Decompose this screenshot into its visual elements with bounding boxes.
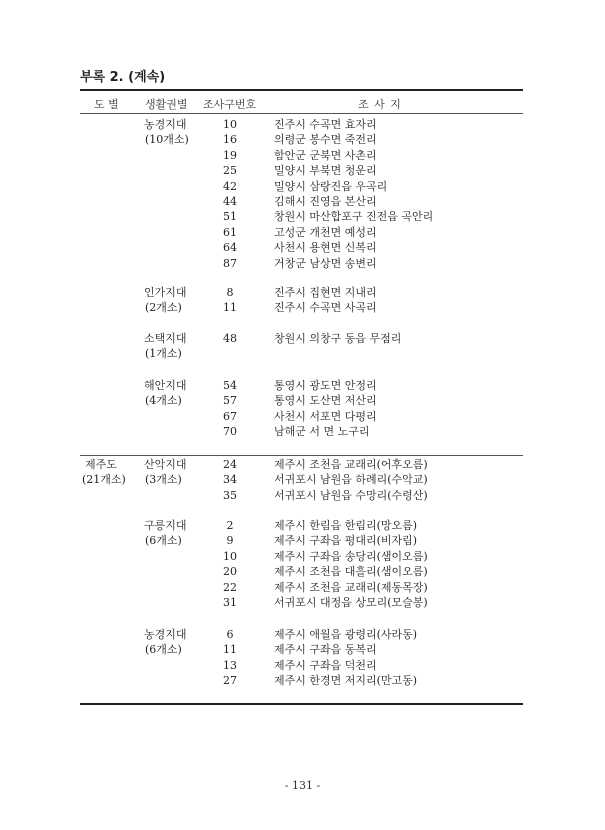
survey-number: 8 xyxy=(226,286,234,299)
survey-site: 함안군 군북면 사촌리 xyxy=(274,148,377,162)
survey-number: 35 xyxy=(223,488,237,502)
header-zone: 생활권별 xyxy=(145,98,188,111)
survey-site: 제주시 조천읍 대흘리(샘이오름) xyxy=(274,565,428,579)
survey-site: 제주시 조천읍 교래리(제동목장) xyxy=(274,580,428,594)
survey-number: 48 xyxy=(223,332,237,345)
survey-number: 70 xyxy=(223,425,237,439)
zone-label: 산악지대 xyxy=(144,458,187,471)
survey-number: 19 xyxy=(223,148,237,162)
survey-number: 22 xyxy=(223,580,237,594)
zone-count: (2개소) xyxy=(145,301,182,315)
table-bottom-rule xyxy=(80,703,523,705)
survey-site: 제주시 조천읍 교래리(어후오름) xyxy=(274,458,428,471)
survey-site: 거창군 남상면 송변리 xyxy=(274,256,377,270)
survey-number: 20 xyxy=(223,565,237,579)
header-bottom-rule xyxy=(80,113,523,114)
zone-count: (6개소) xyxy=(145,643,182,657)
zone-count: (3개소) xyxy=(145,473,182,487)
survey-site: 밀양시 삼랑진읍 우곡리 xyxy=(274,179,388,193)
page-number: - 131 - xyxy=(284,779,321,792)
zone-label: 인가지대 xyxy=(144,286,187,299)
survey-number: 67 xyxy=(223,409,237,423)
survey-number: 11 xyxy=(223,301,237,315)
survey-site: 남해군 서 면 노구리 xyxy=(274,425,370,439)
survey-number: 57 xyxy=(223,394,237,408)
zone-count: (4개소) xyxy=(145,394,182,408)
survey-number: 31 xyxy=(223,596,237,609)
survey-site: 제주시 구좌읍 송당리(샘이오름) xyxy=(274,549,428,563)
survey-number: 9 xyxy=(226,534,234,548)
survey-number: 64 xyxy=(223,241,237,255)
survey-number: 16 xyxy=(223,133,237,147)
table-top-rule xyxy=(80,89,523,91)
survey-number: 6 xyxy=(226,628,234,641)
survey-site: 서귀포시 대정읍 상모리(모슬봉) xyxy=(274,596,428,609)
survey-number: 34 xyxy=(223,473,237,487)
survey-number: 42 xyxy=(223,179,237,193)
survey-site: 서귀포시 남원읍 하례리(수악교) xyxy=(274,473,428,487)
page-title: 부록 2. (계속) xyxy=(80,70,166,85)
header-do: 도 별 xyxy=(94,98,119,111)
survey-number: 24 xyxy=(223,458,237,471)
survey-site: 밀양시 부북면 청운리 xyxy=(274,164,377,178)
survey-number: 10 xyxy=(223,549,237,563)
survey-number: 54 xyxy=(223,379,237,392)
zone-label: 소택지대 xyxy=(144,332,187,345)
survey-site: 제주시 구좌읍 덕천리 xyxy=(274,658,377,672)
survey-site: 창원시 마산합포구 진전읍 곡안리 xyxy=(274,210,434,224)
zone-label: 구릉지대 xyxy=(144,519,187,532)
region-count: (21개소) xyxy=(82,473,126,487)
survey-site: 제주시 구좌읍 동복리 xyxy=(274,643,377,657)
survey-number: 27 xyxy=(223,674,237,688)
survey-number: 10 xyxy=(223,118,237,131)
zone-count: (10개소) xyxy=(145,133,189,147)
section-divider-rule xyxy=(80,455,523,456)
zone-label: 해안지대 xyxy=(144,379,187,392)
survey-site: 제주시 애월읍 광령리(사라동) xyxy=(274,628,418,641)
survey-number: 61 xyxy=(223,225,237,239)
survey-number: 51 xyxy=(223,210,237,224)
survey-site: 통영시 광도면 안정리 xyxy=(274,379,377,392)
survey-number: 44 xyxy=(223,195,237,208)
survey-site: 진주시 집현면 지내리 xyxy=(274,286,377,299)
survey-number: 87 xyxy=(223,256,237,270)
survey-number: 13 xyxy=(223,658,237,672)
survey-site: 사천시 서포면 다평리 xyxy=(274,409,377,423)
survey-number: 2 xyxy=(226,519,234,532)
survey-site: 고성군 개천면 예성리 xyxy=(274,225,377,239)
survey-site: 서귀포시 남원읍 수망리(수령산) xyxy=(274,488,428,502)
survey-site: 제주시 구좌읍 평대리(비자림) xyxy=(274,534,418,548)
region-label: 제주도 xyxy=(85,458,117,471)
zone-label: 농경지대 xyxy=(144,628,187,641)
zone-label: 농경지대 xyxy=(144,118,187,131)
survey-site: 진주시 수곡면 효자리 xyxy=(274,118,377,131)
survey-site: 진주시 수곡면 사곡리 xyxy=(274,301,377,315)
header-code: 조사구번호 xyxy=(203,98,257,111)
survey-number: 11 xyxy=(223,643,237,657)
survey-site: 제주시 한경면 저지리(만고동) xyxy=(274,674,418,688)
survey-site: 의령군 봉수면 죽전리 xyxy=(274,133,377,147)
survey-site: 김해시 진영읍 본산리 xyxy=(274,195,377,208)
zone-count: (1개소) xyxy=(145,347,182,361)
survey-site: 통영시 도산면 저산리 xyxy=(274,394,377,408)
survey-site: 창원시 의창구 동읍 무점리 xyxy=(274,332,402,345)
survey-site: 사천시 용현면 신복리 xyxy=(274,241,377,255)
survey-site: 제주시 한림읍 한림리(망오름) xyxy=(274,519,418,532)
survey-number: 25 xyxy=(223,164,237,178)
header-site: 조 사 지 xyxy=(358,98,402,111)
zone-count: (6개소) xyxy=(145,534,182,548)
